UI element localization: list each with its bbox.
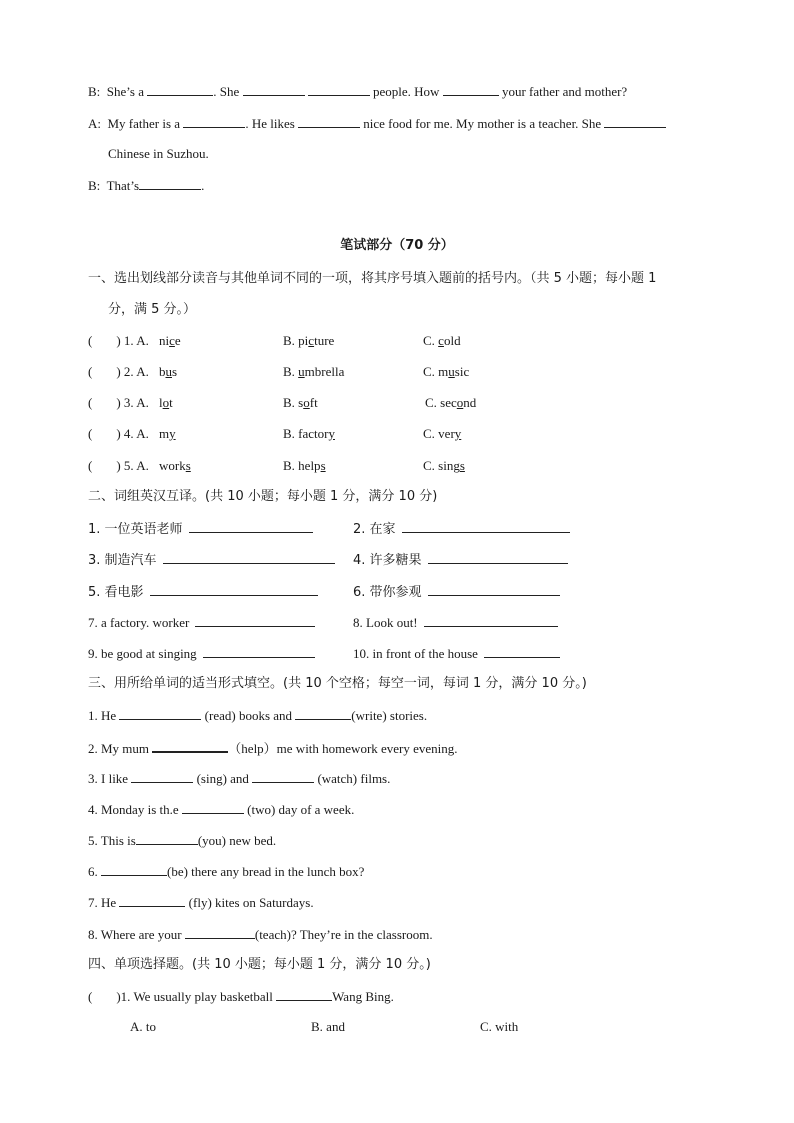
dialogue-line-2: A: My father is a . He likes nice food for me. My mother is a teacher. She [88, 115, 666, 132]
underlined-letter: c [169, 333, 175, 348]
answer-blank[interactable] [119, 707, 201, 720]
option-b: B. soft [283, 395, 318, 410]
answer-blank[interactable] [203, 645, 315, 658]
option-c: C. second [425, 395, 477, 410]
section3-item-7: 7. He (fly) kites on Saturdays. [88, 895, 314, 910]
section3-item-2: 2. My mum （help）me with homework every evening. [88, 741, 458, 756]
answer-blank[interactable] [119, 894, 185, 907]
section3-item-8: 8. Where are your (teach)? They’re in the classroom. [88, 927, 433, 942]
section1-item-number: ( ) 3. A. [88, 395, 149, 410]
answer-blank[interactable] [402, 520, 570, 533]
underlined-letter: u [165, 364, 172, 379]
answer-blank[interactable] [150, 583, 318, 596]
option-c[interactable]: C. with [480, 1019, 519, 1034]
underlined-letter: s [459, 458, 465, 473]
answer-blank[interactable] [295, 707, 351, 720]
option-a: nice [159, 333, 181, 348]
answer-blank[interactable] [298, 115, 360, 128]
section3-item-3: 3. I like (sing) and (watch) films. [88, 771, 391, 786]
section3-item-6: 6. (be) there any bread in the lunch box? [88, 864, 365, 879]
answer-blank[interactable] [195, 614, 315, 627]
underlined-letter: o [456, 395, 464, 410]
underlined-letter: s [320, 458, 326, 473]
option-c: C. very [423, 426, 462, 441]
section2-item: 1. 一位英语老师 [88, 520, 313, 538]
underlined-letter: o [162, 395, 170, 410]
answer-blank[interactable] [443, 83, 499, 96]
option-a[interactable]: A. to [130, 1019, 156, 1034]
section2-item: 3. 制造汽车 [88, 551, 335, 569]
section4-heading: 四、单项选择题。(共 10 小题；每小题 1 分，满分 10 分。) [88, 957, 431, 972]
answer-blank[interactable] [276, 988, 332, 1001]
answer-blank[interactable] [604, 115, 666, 128]
answer-blank[interactable] [185, 926, 255, 939]
answer-blank[interactable] [428, 551, 568, 564]
option-b: B. helps [283, 458, 326, 473]
section1-item-number: ( ) 1. A. [88, 333, 149, 348]
written-part-title: 笔试部分（70 分） [340, 238, 454, 253]
answer-blank[interactable] [428, 583, 560, 596]
section3-heading: 三、用所给单词的适当形式填空。(共 10 个空格；每空一词，每词 1 分，满分 10 分。) [88, 676, 587, 691]
section2-item: 8. Look out! [353, 614, 558, 631]
option-b: B. factory [283, 426, 335, 441]
option-a: works [159, 458, 191, 473]
underlined-letter: c [438, 333, 444, 348]
section1-heading: 一、选出划线部分读音与其他单词不同的一项，将其序号填入题前的括号内。（共 5 小题；每小题 1 [88, 271, 657, 286]
underlined-letter: c [308, 333, 315, 348]
section4-question-1: ( )1. We usually play basketball Wang Bing. [88, 989, 394, 1004]
option-b: B. picture [283, 333, 335, 348]
answer-blank[interactable] [252, 770, 314, 783]
underlined-letter: y [454, 426, 462, 441]
answer-blank[interactable] [136, 832, 198, 845]
answer-blank[interactable] [101, 863, 167, 876]
section1-item-number: ( ) 4. A. [88, 426, 149, 441]
answer-blank[interactable] [139, 177, 201, 190]
option-a: lot [159, 395, 173, 410]
dialogue-line-1: B: She’s a . She people. How your father and mother? [88, 84, 628, 99]
answer-blank[interactable] [484, 645, 560, 658]
section1-item-number: ( ) 2. A. [88, 364, 149, 379]
section2-item: 9. be good at singing [88, 645, 315, 662]
section2-item: 5. 看电影 [88, 583, 318, 601]
answer-blank[interactable] [308, 83, 370, 96]
answer-blank[interactable] [182, 801, 244, 814]
section2-item: 7. a factory. worker [88, 614, 315, 631]
option-c: C. cold [423, 333, 461, 348]
section2-item: 10. in front of the house [353, 645, 560, 662]
option-b: B. umbrella [283, 364, 345, 379]
section3-item-5: 5. This is (you) new bed. [88, 833, 277, 848]
option-c: C. music [423, 364, 470, 379]
underlined-letter: o [303, 395, 310, 410]
dialogue-line-3: Chinese in Suzhou. [108, 146, 209, 161]
answer-blank[interactable] [147, 83, 213, 96]
section3-item-1: 1. He (read) books and (write) stories. [88, 708, 428, 723]
section2-item: 6. 带你参观 [353, 583, 560, 601]
answer-blank[interactable] [243, 83, 305, 96]
underlined-letter: u [298, 364, 305, 379]
option-c: C. sings [423, 458, 465, 473]
option-a: bus [159, 364, 178, 379]
option-b[interactable]: B. and [311, 1019, 345, 1034]
underlined-letter: s [185, 458, 191, 473]
section1-item-number: ( ) 5. A. [88, 458, 149, 473]
underlined-letter: y [328, 426, 335, 441]
section2-heading: 二、词组英汉互译。(共 10 小题；每小题 1 分，满分 10 分) [88, 489, 438, 504]
answer-blank[interactable] [131, 770, 193, 783]
option-a: my [159, 426, 176, 441]
answer-blank[interactable] [189, 520, 313, 533]
underlined-letter: y [169, 426, 176, 441]
answer-blank[interactable] [152, 739, 228, 753]
dialogue-line-4: B: That’s . [88, 178, 205, 193]
section2-item: 4. 许多糖果 [353, 551, 568, 569]
underlined-letter: u [448, 364, 455, 379]
section2-item: 2. 在家 [353, 520, 570, 538]
answer-blank[interactable] [163, 551, 335, 564]
answer-blank[interactable] [183, 115, 245, 128]
section1-heading-cont: 分，满 5 分。） [108, 302, 197, 317]
section3-item-4: 4. Monday is th.e (two) day of a week. [88, 802, 355, 817]
answer-blank[interactable] [424, 614, 558, 627]
